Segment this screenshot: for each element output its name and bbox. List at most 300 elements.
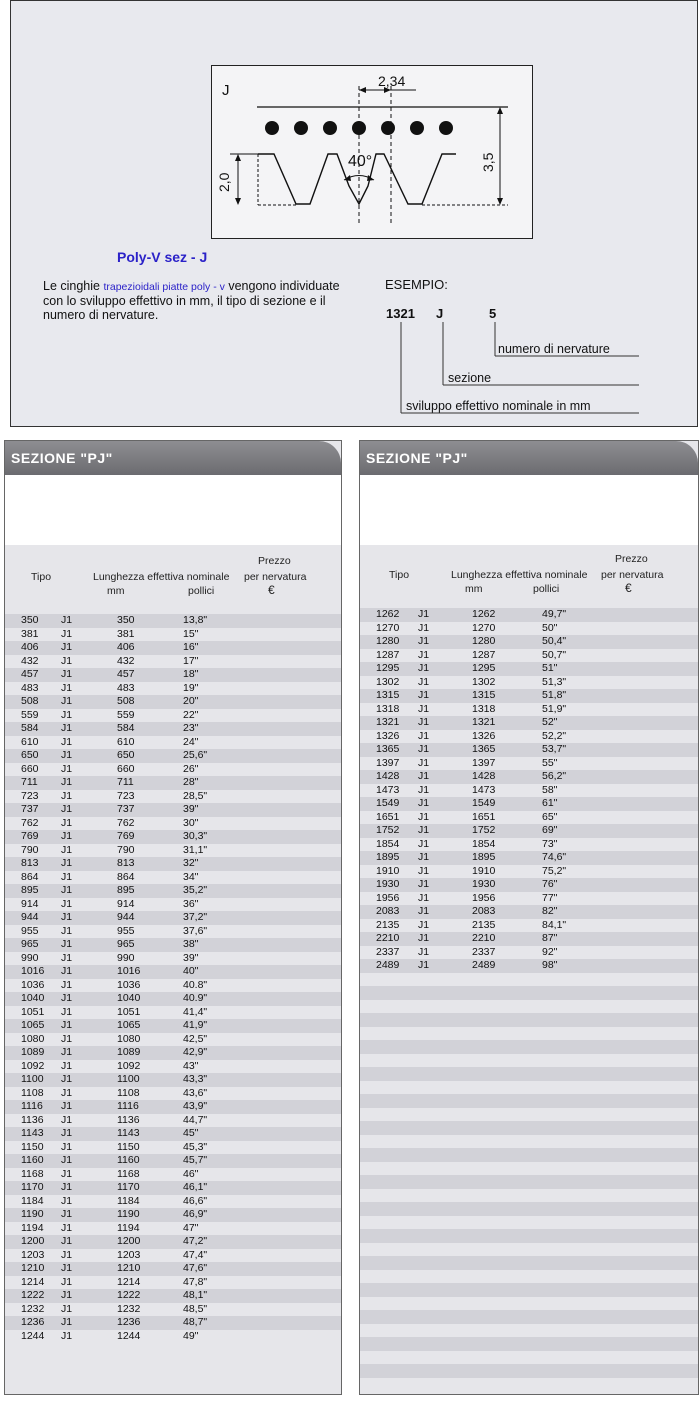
cell-mm: 1321 bbox=[472, 716, 496, 728]
cell-tipo: 1287 bbox=[376, 648, 400, 661]
table-rows-right bbox=[360, 608, 698, 1378]
cell-pollici: 47,8" bbox=[183, 1275, 208, 1288]
cell-mm: 457 bbox=[117, 668, 135, 680]
cell-mm: 1136 bbox=[117, 1113, 140, 1126]
col-header-currency: € bbox=[625, 581, 632, 595]
cell-mm: 1116 bbox=[117, 1100, 139, 1112]
cell-mm: 944 bbox=[117, 911, 135, 923]
cell-pollici: 25,6" bbox=[183, 749, 208, 761]
table-row bbox=[360, 608, 698, 622]
cell-tipo: 1752 bbox=[376, 824, 400, 836]
col-header-mm: mm bbox=[465, 583, 483, 595]
cell-mm: 559 bbox=[117, 708, 135, 721]
table-row-empty bbox=[360, 1351, 698, 1365]
cell-section: J1 bbox=[61, 1329, 73, 1342]
cell-section: J1 bbox=[61, 1005, 73, 1018]
cell-mm: 1092 bbox=[117, 1059, 141, 1072]
table-row-empty bbox=[360, 1040, 698, 1054]
cell-pollici: 73" bbox=[542, 837, 558, 850]
table-row bbox=[5, 1303, 341, 1317]
cell-mm: 1214 bbox=[117, 1275, 141, 1288]
cell-section: J1 bbox=[61, 884, 73, 896]
cell-mm: 1397 bbox=[472, 756, 496, 769]
table-row bbox=[360, 716, 698, 730]
panel-header bbox=[360, 441, 698, 475]
table-row-empty bbox=[360, 1108, 698, 1122]
cell-pollici: 45" bbox=[183, 1127, 199, 1139]
table-row bbox=[5, 857, 341, 871]
cell-tipo: 1080 bbox=[21, 1032, 45, 1045]
cell-section: J1 bbox=[418, 648, 430, 661]
cell-mm: 1080 bbox=[117, 1032, 141, 1045]
table-row bbox=[5, 722, 341, 736]
col-header-prezzo: Prezzo bbox=[258, 555, 291, 567]
table-row bbox=[5, 871, 341, 885]
table-row bbox=[5, 1087, 341, 1101]
table-row-empty bbox=[360, 1216, 698, 1230]
cell-pollici: 42,9" bbox=[183, 1046, 208, 1058]
cell-pollici: 58" bbox=[542, 783, 558, 796]
table-row bbox=[360, 743, 698, 757]
cell-mm: 1184 bbox=[117, 1194, 140, 1207]
cell-pollici: 46,1" bbox=[183, 1181, 208, 1193]
cell-pollici: 46,9" bbox=[183, 1208, 208, 1220]
table-row bbox=[5, 1208, 341, 1222]
cell-pollici: 50" bbox=[542, 621, 558, 634]
cell-tipo: 406 bbox=[21, 641, 39, 653]
cell-mm: 381 bbox=[117, 627, 135, 640]
cell-section: J1 bbox=[61, 1235, 73, 1247]
cell-tipo: 1092 bbox=[21, 1059, 45, 1072]
table-row-empty bbox=[360, 1324, 698, 1338]
cell-mm: 1262 bbox=[472, 608, 496, 620]
cell-pollici: 48,1" bbox=[183, 1289, 208, 1301]
table-row bbox=[360, 824, 698, 838]
table-row bbox=[360, 811, 698, 825]
cell-tipo: 1100 bbox=[21, 1073, 44, 1085]
cell-pollici: 84,1" bbox=[542, 918, 567, 931]
table-row bbox=[360, 676, 698, 690]
table-row bbox=[5, 992, 341, 1006]
table-row bbox=[5, 1100, 341, 1114]
cell-tipo: 2135 bbox=[376, 918, 400, 931]
cell-tipo: 1280 bbox=[376, 635, 400, 647]
table-row bbox=[360, 730, 698, 744]
table-row bbox=[5, 628, 341, 642]
table-row-empty bbox=[360, 1364, 698, 1378]
cell-tipo: 2337 bbox=[376, 945, 400, 958]
cell-pollici: 38" bbox=[183, 938, 199, 950]
panel-title: SEZIONE "PJ" bbox=[11, 450, 113, 466]
cell-mm: 711 bbox=[117, 776, 134, 788]
cell-section: J1 bbox=[61, 1127, 73, 1139]
cell-tipo: 1549 bbox=[376, 797, 400, 809]
cell-pollici: 56,2" bbox=[542, 770, 567, 782]
cell-pollici: 47,6" bbox=[183, 1262, 208, 1274]
cell-mm: 432 bbox=[117, 654, 135, 667]
table-row bbox=[5, 1235, 341, 1249]
cell-pollici: 16" bbox=[183, 641, 199, 653]
cell-section: J1 bbox=[418, 756, 430, 769]
cell-section: J1 bbox=[61, 1140, 73, 1153]
cell-tipo: 990 bbox=[21, 951, 39, 964]
cell-pollici: 18" bbox=[183, 668, 199, 680]
cell-section: J1 bbox=[418, 675, 430, 688]
col-header-mm: mm bbox=[107, 585, 125, 597]
cell-tipo: 1168 bbox=[21, 1167, 44, 1180]
cell-pollici: 13,8" bbox=[183, 614, 208, 626]
col-header-tipo: Tipo bbox=[389, 569, 410, 581]
cell-pollici: 45,3" bbox=[183, 1140, 208, 1153]
cell-section: J1 bbox=[418, 662, 430, 674]
cell-tipo: 790 bbox=[21, 843, 39, 856]
cell-section: J1 bbox=[61, 695, 73, 707]
cell-mm: 1065 bbox=[117, 1019, 141, 1031]
table-row bbox=[5, 1330, 341, 1344]
example-section: J bbox=[436, 306, 444, 321]
cell-tipo: 1214 bbox=[21, 1275, 45, 1288]
cell-section: J1 bbox=[418, 716, 430, 728]
cell-section: J1 bbox=[418, 905, 430, 917]
cell-pollici: 61" bbox=[542, 797, 558, 809]
table-row bbox=[360, 689, 698, 703]
cell-pollici: 24" bbox=[183, 735, 199, 748]
cell-mm: 1160 bbox=[117, 1154, 140, 1166]
cell-mm: 790 bbox=[117, 843, 135, 856]
cell-pollici: 51" bbox=[542, 662, 558, 674]
table-row bbox=[5, 1046, 341, 1060]
cell-mm: 1222 bbox=[117, 1289, 141, 1301]
table-row bbox=[5, 1114, 341, 1128]
cell-section: J1 bbox=[418, 797, 430, 809]
cell-tipo: 1089 bbox=[21, 1046, 45, 1058]
cell-section: J1 bbox=[61, 1059, 73, 1072]
table-row bbox=[5, 641, 341, 655]
cell-pollici: 30" bbox=[183, 816, 199, 829]
cell-mm: 1895 bbox=[472, 851, 496, 863]
cell-pollici: 23" bbox=[183, 722, 199, 734]
cell-tipo: 769 bbox=[21, 830, 39, 842]
cell-mm: 914 bbox=[117, 897, 135, 910]
cell-pollici: 43,6" bbox=[183, 1086, 208, 1099]
cell-section: J1 bbox=[61, 708, 73, 721]
cell-section: J1 bbox=[61, 1181, 73, 1193]
cell-tipo: 1203 bbox=[21, 1248, 45, 1261]
cell-tipo: 1397 bbox=[376, 756, 400, 769]
cell-tipo: 1210 bbox=[21, 1262, 45, 1274]
panel-header bbox=[5, 441, 341, 475]
cell-tipo: 1236 bbox=[21, 1316, 45, 1328]
table-row bbox=[5, 1073, 341, 1087]
cell-tipo: 711 bbox=[21, 776, 38, 788]
cell-tipo: 1910 bbox=[376, 864, 400, 877]
cell-section: J1 bbox=[61, 897, 73, 910]
cell-pollici: 37,6" bbox=[183, 924, 208, 937]
cell-tipo: 813 bbox=[21, 857, 39, 869]
cell-pollici: 34" bbox=[183, 870, 199, 883]
cell-pollici: 20" bbox=[183, 695, 199, 707]
cell-mm: 2083 bbox=[472, 905, 496, 917]
cell-tipo: 1200 bbox=[21, 1235, 45, 1247]
cell-section: J1 bbox=[61, 938, 73, 950]
table-row-empty bbox=[360, 1175, 698, 1189]
cell-mm: 1108 bbox=[117, 1086, 140, 1099]
cell-pollici: 40.8" bbox=[183, 978, 208, 991]
cell-mm: 1280 bbox=[472, 635, 496, 647]
cell-mm: 584 bbox=[117, 722, 135, 734]
cell-section: J1 bbox=[61, 843, 73, 856]
height-total-label: 3,5 bbox=[480, 152, 496, 172]
table-row bbox=[5, 817, 341, 831]
cell-pollici: 19" bbox=[183, 681, 199, 694]
table-row bbox=[5, 1195, 341, 1209]
cell-tipo: 1150 bbox=[21, 1140, 44, 1153]
cell-tipo: 584 bbox=[21, 722, 39, 734]
cell-tipo: 965 bbox=[21, 938, 39, 950]
cell-tipo: 1170 bbox=[21, 1181, 44, 1193]
cell-section: J1 bbox=[61, 1208, 73, 1220]
cell-mm: 1365 bbox=[472, 743, 496, 755]
table-row bbox=[5, 1168, 341, 1182]
cell-mm: 483 bbox=[117, 681, 135, 694]
table-row-empty bbox=[360, 1067, 698, 1081]
table-row bbox=[5, 1060, 341, 1074]
cell-mm: 723 bbox=[117, 789, 135, 802]
table-row bbox=[5, 1262, 341, 1276]
table-row-empty bbox=[360, 1256, 698, 1270]
table-row bbox=[5, 938, 341, 952]
cell-tipo: 1036 bbox=[21, 978, 45, 991]
col-header-lunghezza: Lunghezza effettiva nominale bbox=[451, 569, 588, 581]
cell-pollici: 51,8" bbox=[542, 689, 567, 701]
table-row bbox=[5, 830, 341, 844]
cell-section: J1 bbox=[61, 803, 73, 815]
cell-section: J1 bbox=[61, 1154, 73, 1166]
table-row-empty bbox=[360, 1054, 698, 1068]
cell-section: J1 bbox=[418, 621, 430, 634]
cell-section: J1 bbox=[418, 743, 430, 755]
cell-tipo: 1315 bbox=[376, 689, 400, 701]
cell-pollici: 31,1" bbox=[183, 843, 208, 856]
table-row-empty bbox=[360, 1297, 698, 1311]
table-row bbox=[360, 959, 698, 973]
table-row bbox=[5, 1033, 341, 1047]
cell-section: J1 bbox=[61, 1194, 73, 1207]
col-header-per-nervatura: per nervatura bbox=[601, 569, 664, 581]
panel-title: SEZIONE "PJ" bbox=[366, 450, 468, 466]
cell-mm: 350 bbox=[117, 614, 135, 626]
cell-section: J1 bbox=[61, 1019, 73, 1031]
cell-pollici: 65" bbox=[542, 810, 558, 823]
cell-pollici: 43,3" bbox=[183, 1073, 208, 1085]
cell-section: J1 bbox=[418, 864, 430, 877]
cell-mm: 1100 bbox=[117, 1073, 140, 1085]
example-ribs: 5 bbox=[489, 306, 497, 321]
cell-mm: 1168 bbox=[117, 1167, 140, 1180]
table-row bbox=[360, 635, 698, 649]
cell-pollici: 50,7" bbox=[542, 648, 567, 661]
cell-mm: 1295 bbox=[472, 662, 496, 674]
table-row bbox=[5, 952, 341, 966]
table-row bbox=[360, 919, 698, 933]
cell-tipo: 1160 bbox=[21, 1154, 44, 1166]
table-row bbox=[5, 763, 341, 777]
cell-mm: 1473 bbox=[472, 783, 496, 796]
table-row bbox=[5, 668, 341, 682]
cell-tipo: 2210 bbox=[376, 932, 400, 944]
table-row bbox=[360, 757, 698, 771]
cell-tipo: 483 bbox=[21, 681, 39, 694]
cell-tipo: 1365 bbox=[376, 743, 400, 755]
cell-tipo: 1428 bbox=[376, 770, 400, 782]
cell-tipo: 737 bbox=[21, 803, 39, 815]
table-row-empty bbox=[360, 1013, 698, 1027]
table-row-empty bbox=[360, 1027, 698, 1041]
cell-pollici: 48,5" bbox=[183, 1302, 208, 1315]
table-row bbox=[5, 749, 341, 763]
cell-mm: 1318 bbox=[472, 702, 496, 715]
cell-mm: 1287 bbox=[472, 648, 496, 661]
cell-section: J1 bbox=[418, 783, 430, 796]
cell-pollici: 76" bbox=[542, 878, 558, 890]
cell-section: J1 bbox=[418, 770, 430, 782]
cell-mm: 508 bbox=[117, 695, 135, 707]
cell-pollici: 51,3" bbox=[542, 675, 567, 688]
table-row-empty bbox=[360, 1310, 698, 1324]
pitch-label: 2,34 bbox=[378, 73, 406, 89]
cell-tipo: 508 bbox=[21, 695, 39, 707]
cell-tipo: 1473 bbox=[376, 783, 400, 796]
cell-pollici: 28,5" bbox=[183, 789, 208, 802]
cell-mm: 610 bbox=[117, 735, 135, 748]
col-header-tipo: Tipo bbox=[31, 571, 52, 583]
table-row-empty bbox=[360, 1135, 698, 1149]
cell-mm: 1956 bbox=[472, 891, 496, 904]
example-ribs-label: numero di nervature bbox=[498, 342, 610, 356]
example-length-label: sviluppo effettivo nominale in mm bbox=[406, 399, 591, 413]
cell-section: J1 bbox=[418, 945, 430, 958]
table-row bbox=[5, 1316, 341, 1330]
table-row bbox=[360, 797, 698, 811]
cell-mm: 2210 bbox=[472, 932, 496, 944]
cell-mm: 1651 bbox=[472, 810, 496, 823]
cell-tipo: 1854 bbox=[376, 837, 400, 850]
cell-mm: 1194 bbox=[117, 1221, 140, 1234]
cell-mm: 990 bbox=[117, 951, 135, 964]
cell-section: J1 bbox=[418, 689, 430, 701]
cell-tipo: 1143 bbox=[21, 1127, 44, 1139]
cell-tipo: 2083 bbox=[376, 905, 400, 917]
table-row bbox=[360, 932, 698, 946]
table-row bbox=[5, 979, 341, 993]
cell-pollici: 35,2" bbox=[183, 884, 208, 896]
table-row bbox=[5, 884, 341, 898]
cell-tipo: 1930 bbox=[376, 878, 400, 890]
cell-pollici: 30,3" bbox=[183, 830, 208, 842]
cell-section: J1 bbox=[61, 1302, 73, 1315]
panel-blank-area bbox=[360, 475, 698, 545]
cell-pollici: 53,7" bbox=[542, 743, 567, 755]
col-header-pollici: pollici bbox=[533, 583, 560, 595]
cell-section: J1 bbox=[61, 1248, 73, 1261]
cell-tipo: 660 bbox=[21, 762, 39, 775]
table-rows-left bbox=[5, 614, 341, 1343]
cell-mm: 1210 bbox=[117, 1262, 141, 1274]
cell-mm: 1326 bbox=[472, 729, 496, 742]
table-row-empty bbox=[360, 1243, 698, 1257]
cell-section: J1 bbox=[61, 1032, 73, 1045]
cell-pollici: 87" bbox=[542, 932, 558, 944]
cell-section: J1 bbox=[61, 992, 73, 1004]
cell-tipo: 1016 bbox=[21, 965, 45, 977]
cell-pollici: 45,7" bbox=[183, 1154, 208, 1166]
cell-tipo: 1184 bbox=[21, 1194, 44, 1207]
cell-section: J1 bbox=[61, 668, 73, 680]
cell-mm: 1200 bbox=[117, 1235, 141, 1247]
table-row-empty bbox=[360, 1189, 698, 1203]
table-row-empty bbox=[360, 1270, 698, 1284]
cell-tipo: 1895 bbox=[376, 851, 400, 863]
example-section-label: sezione bbox=[448, 371, 492, 385]
cell-section: J1 bbox=[61, 830, 73, 842]
cell-tipo: 432 bbox=[21, 654, 39, 667]
table-row bbox=[360, 878, 698, 892]
cell-mm: 1150 bbox=[117, 1140, 140, 1153]
cell-pollici: 48,7" bbox=[183, 1316, 208, 1328]
cell-mm: 762 bbox=[117, 816, 135, 829]
cell-mm: 769 bbox=[117, 830, 135, 842]
table-row-empty bbox=[360, 973, 698, 987]
cell-mm: 1244 bbox=[117, 1329, 141, 1342]
cell-pollici: 41,4" bbox=[183, 1005, 208, 1018]
cell-section: J1 bbox=[61, 641, 73, 653]
table-row bbox=[360, 770, 698, 784]
cell-mm: 1428 bbox=[472, 770, 496, 782]
cell-pollici: 77" bbox=[542, 891, 558, 904]
cell-section: J1 bbox=[418, 702, 430, 715]
cell-pollici: 52" bbox=[542, 716, 558, 728]
cell-section: J1 bbox=[61, 681, 73, 694]
cell-pollici: 32" bbox=[183, 857, 199, 869]
cell-section: J1 bbox=[418, 729, 430, 742]
col-header-prezzo: Prezzo bbox=[615, 553, 648, 565]
cell-section: J1 bbox=[61, 1046, 73, 1058]
cell-mm: 1236 bbox=[117, 1316, 141, 1328]
cell-tipo: 457 bbox=[21, 668, 39, 680]
cell-tipo: 1065 bbox=[21, 1019, 45, 1031]
cell-pollici: 75,2" bbox=[542, 864, 567, 877]
cell-pollici: 49,7" bbox=[542, 608, 567, 620]
cell-section: J1 bbox=[61, 1289, 73, 1301]
table-row bbox=[360, 851, 698, 865]
cell-section: J1 bbox=[61, 654, 73, 667]
table-row bbox=[5, 614, 341, 628]
section-letter-label: J bbox=[222, 82, 230, 99]
cell-tipo: 1651 bbox=[376, 810, 400, 823]
table-row bbox=[5, 1141, 341, 1155]
table-row-empty bbox=[360, 1283, 698, 1297]
table-row bbox=[5, 1289, 341, 1303]
cell-mm: 1040 bbox=[117, 992, 141, 1004]
cell-section: J1 bbox=[61, 924, 73, 937]
cell-pollici: 36" bbox=[183, 897, 199, 910]
table-row bbox=[5, 1276, 341, 1290]
cell-tipo: 955 bbox=[21, 924, 39, 937]
cell-mm: 1910 bbox=[472, 864, 496, 877]
cell-pollici: 43,9" bbox=[183, 1100, 208, 1112]
cell-section: J1 bbox=[418, 635, 430, 647]
cell-tipo: 1194 bbox=[21, 1221, 44, 1234]
